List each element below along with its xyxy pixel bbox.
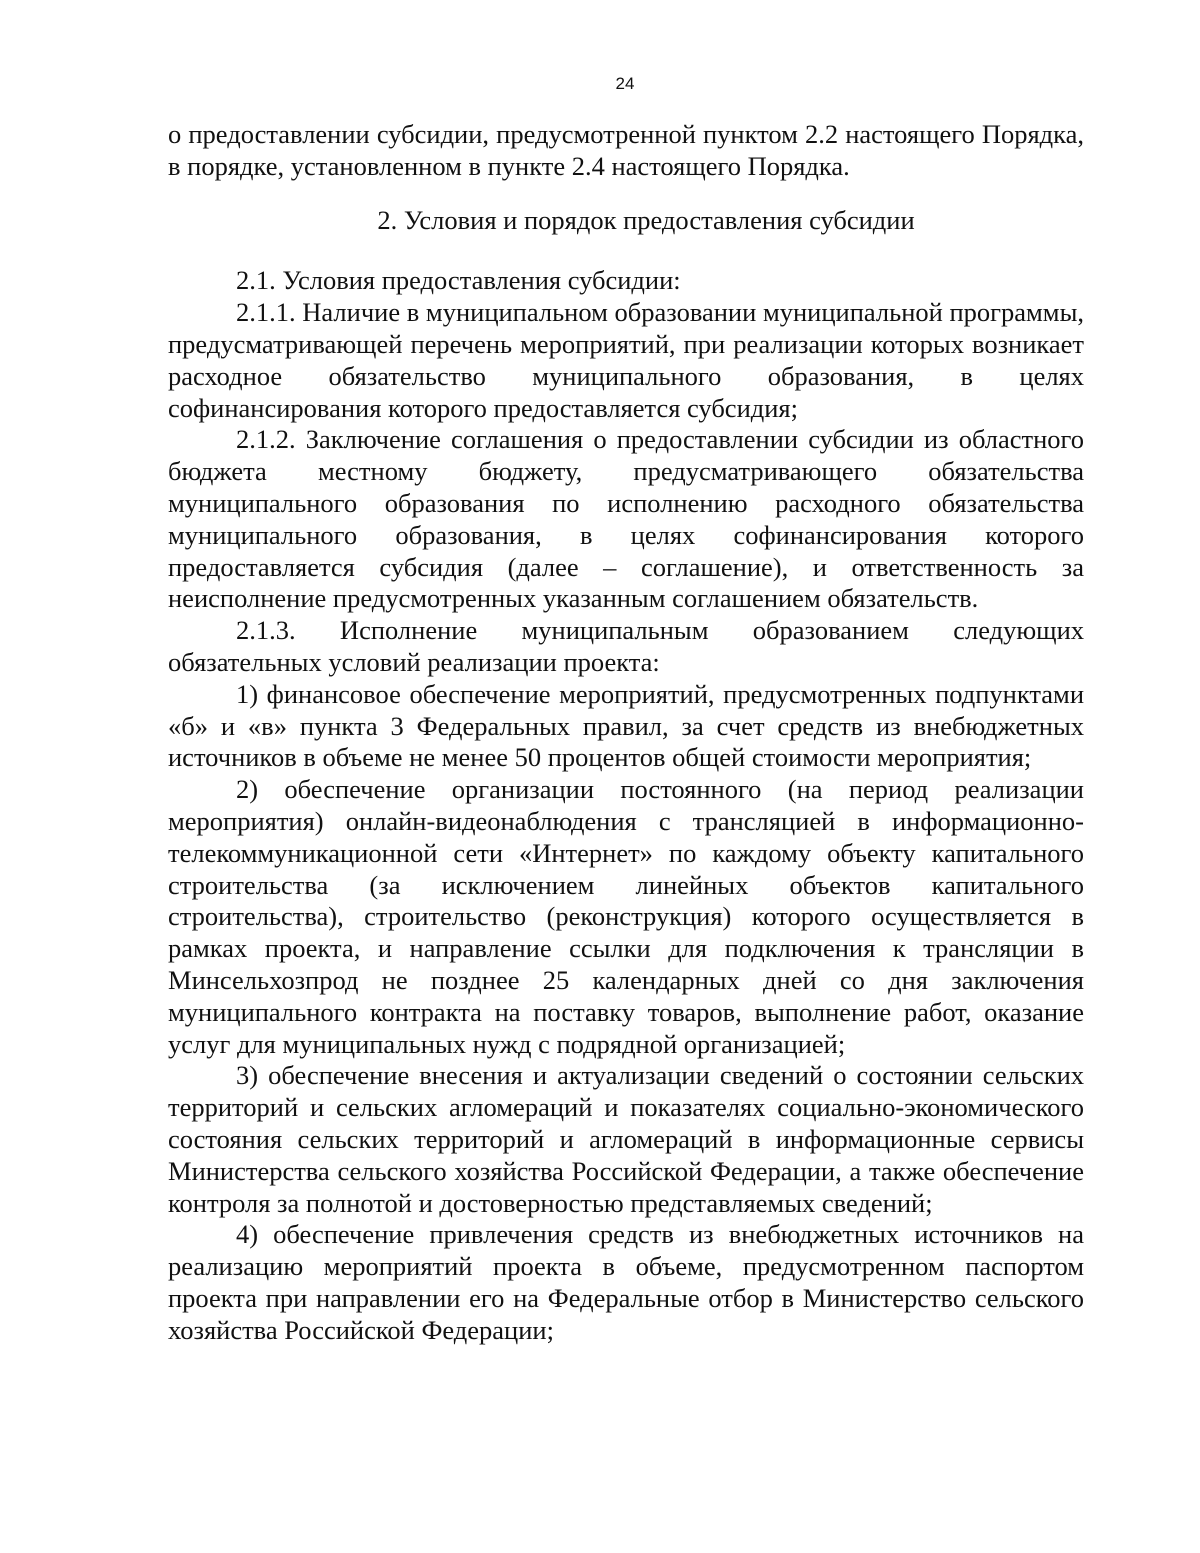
paragraph-continuation: о предоставлении субсидии, предусмотренной пунктом 2.2 настоящего Порядка, в порядке, установленном в пункте 2.4 настоящего Порядка. [168, 119, 1084, 181]
list-item-2: 2) обеспечение организации постоянного (на период реализации мероприятия) онлайн-видеонаблюдения с трансляцией в информационно-телекоммуникационной сети «Интернет» по каждому объекту капитального строительства (за исключением линейных объектов капитального строительства), строительство (реконструкция) которого осуществляется в рамках проекта, и направление ссылки для подключения к трансляции в Минсельхозпрод не позднее 25 календарных дней со дня заключения муниципального контракта на поставку товаров, выполнение работ, оказание услуг для муниципальных нужд с подрядной организацией; [168, 774, 1084, 1059]
paragraph-2-1-2: 2.1.2. Заключение соглашения о предоставлении субсидии из областного бюджета местному бюджету, предусматривающего обязательства муниципального образования по исполнению расходного обязательства муниципального образования, в целях софинансирования которого предоставляется субсидия (далее – соглашение), и ответственность за неисполнение предусмотренных указанным соглашением обязательств. [168, 424, 1084, 614]
section-heading: 2. Условия и порядок предоставления субсидии [377, 204, 915, 235]
document-body [168, 119, 1084, 1346]
paragraph-2-1-1: 2.1.1. Наличие в муниципальном образовании муниципальной программы, предусматривающей перечень мероприятий, при реализации которых возникает расходное обязательство муниципального образования, в целях софинансирования которого предоставляется субсидия; [168, 297, 1084, 423]
page-number: 24 [615, 74, 635, 93]
list-item-4: 4) обеспечение привлечения средств из внебюджетных источников на реализацию мероприятий проекта в объеме, предусмотренном паспортом проекта при направлении его на Федеральные отбор в Министерство сельского хозяйства Российской Федерации; [168, 1219, 1084, 1345]
list-item-3: 3) обеспечение внесения и актуализации сведений о состоянии сельских территорий и сельских агломераций и показателях социально-экономического состояния сельских территорий и агломераций в информационные сервисы Министерства сельского хозяйства Российской Федерации, а также обеспечение контроля за полнотой и достоверностью представляемых сведений; [168, 1060, 1084, 1218]
paragraph-2-1: 2.1. Условия предоставления субсидии: [236, 265, 681, 296]
list-item-1: 1) финансовое обеспечение мероприятий, предусмотренных подпунктами «б» и «в» пункта 3 Федеральных правил, за счет средств из внебюджетных источников в объеме не менее 50 процентов общей стоимости мероприятия; [168, 678, 1084, 773]
paragraph-2-1-3: 2.1.3. Исполнение муниципальным образованием следующих обязательных условий реализации проекта: [168, 615, 1084, 677]
